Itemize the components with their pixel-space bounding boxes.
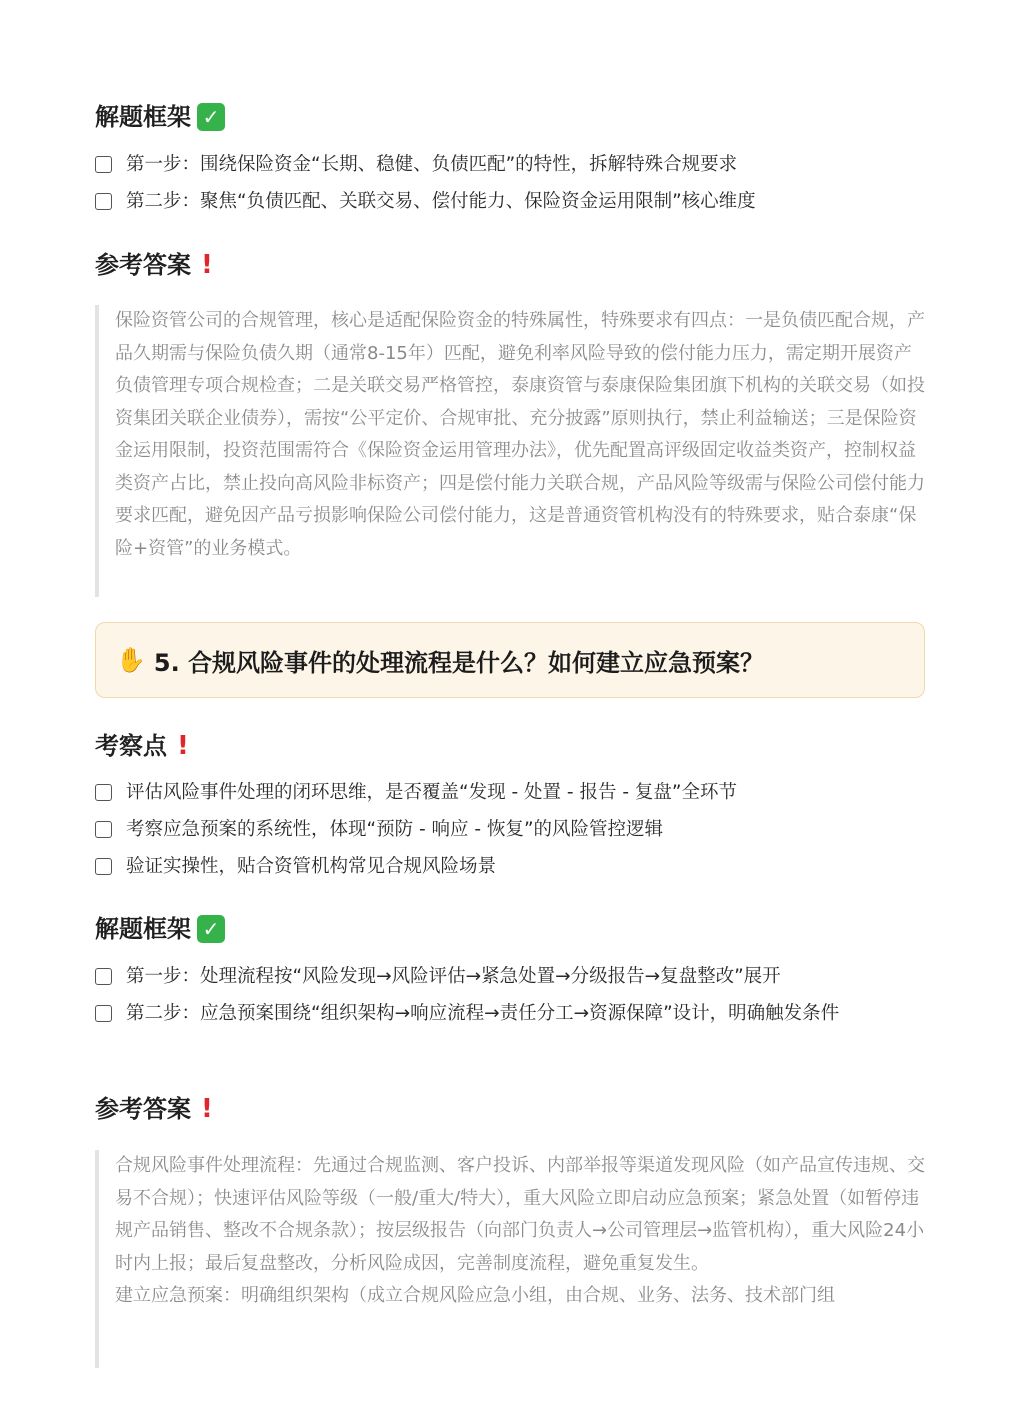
answer-heading-1 [95,250,213,280]
checklist-item-text: 验证实操性，贴合资管机构常见合规风险场景 [126,856,497,877]
answer-paragraph: 合规风险事件处理流程：先通过合规监测、客户投诉、内部举报等渠道发现风险（如产品宣传违规、交易不合规）；快速评估风险等级（一般/重大/特大），重大风险立即启动应急预案；紧急处置（如暂停违规产品销售、整改不合规条款）；按层级报告（向部门负责人→公司管理层→监管机构），重大风险24小时内上报；最后复盘整改，分析风险成因，完善制度流程，避免重复发生。 [115,1155,925,1274]
checkbox[interactable] [95,968,112,985]
question-title: 5. 合规风险事件的处理流程是什么？如何建立应急预案？ [153,648,765,677]
answer-blockquote-1 [95,305,925,597]
exam-points-heading-text: 考察点 [95,732,167,760]
framework-heading-1 [95,102,225,132]
checklist-item[interactable] [95,960,915,993]
answer-text-1: 保险资管公司的合规管理，核心是适配保险资金的特殊属性，特殊要求有四点：一是负债匹配合规，产品久期需与保险负债久期（通常8-15年）匹配，避免利率风险导致的偿付能力压力，需定期开展资产负债管理专项合规检查；二是关联交易严格管控，泰康资管与泰康保险集团旗下机构的关联交易（如投资集团关联企业债券），需按“公平定价、合规审批、充分披露”原则执行，禁止利益输送；三是保险资金运用限制，投资范围需符合《保险资金运用管理办法》，优先配置高评级固定收益类资产，控制权益类资产占比，禁止投向高风险非标资产；四是偿付能力关联合规，产品风险等级需与保险公司偿付能力要求匹配，避免因产品亏损影响保险公司偿付能力，这是普通资管机构没有的特殊要求，贴合泰康“保险+资管”的业务模式。 [115,310,925,559]
checklist-item-text: 评估风险事件处理的闭环思维，是否覆盖“发现 - 处置 - 报告 - 复盘”全环节 [126,782,737,803]
checkbox[interactable] [95,1005,112,1022]
checklist-item-text: 第二步：应急预案围绕“组织架构→响应流程→责任分工→资源保障”设计，明确触发条件 [126,1003,840,1024]
waving-hand-icon: ✋ [116,646,146,674]
exclamation-icon: ! [177,731,189,761]
exclamation-icon: ! [201,1094,213,1124]
checklist-item[interactable] [95,776,915,809]
checkbox[interactable] [95,821,112,838]
framework-heading-2 [95,914,225,944]
checklist-item[interactable] [95,997,915,1030]
checklist-item-text: 考察应急预案的系统性，体现“预防 - 响应 - 恢复”的风险管控逻辑 [126,819,664,840]
answer-heading-2-text: 参考答案 [95,1095,191,1123]
check-mark-icon: ✓ [197,103,225,131]
check-mark-icon: ✓ [197,915,225,943]
answer-heading-1-text: 参考答案 [95,251,191,279]
checkbox[interactable] [95,784,112,801]
checklist-item[interactable] [95,813,915,846]
answer-blockquote-2 [95,1150,925,1368]
checklist-item[interactable] [95,148,915,181]
answer-heading-2 [95,1094,213,1124]
question-banner [95,622,925,698]
checkbox[interactable] [95,156,112,173]
checkbox[interactable] [95,193,112,210]
exclamation-icon: ! [201,250,213,280]
checklist-item[interactable] [95,185,915,218]
framework-heading-2-text: 解题框架 [95,915,191,943]
exam-points-heading [95,731,189,761]
checkbox[interactable] [95,858,112,875]
checklist-item[interactable] [95,850,915,883]
framework-heading-1-text: 解题框架 [95,103,191,131]
checklist-item-text: 第一步：处理流程按“风险发现→风险评估→紧急处置→分级报告→复盘整改”展开 [126,966,781,987]
answer-paragraph: 建立应急预案：明确组织架构（成立合规风险应急小组，由合规、业务、法务、技术部门组 [115,1285,835,1306]
checklist-item-text: 第一步：围绕保险资金“长期、稳健、负债匹配”的特性，拆解特殊合规要求 [126,154,738,175]
checklist-item-text: 第二步：聚焦“负债匹配、关联交易、偿付能力、保险资金运用限制”核心维度 [126,191,756,212]
